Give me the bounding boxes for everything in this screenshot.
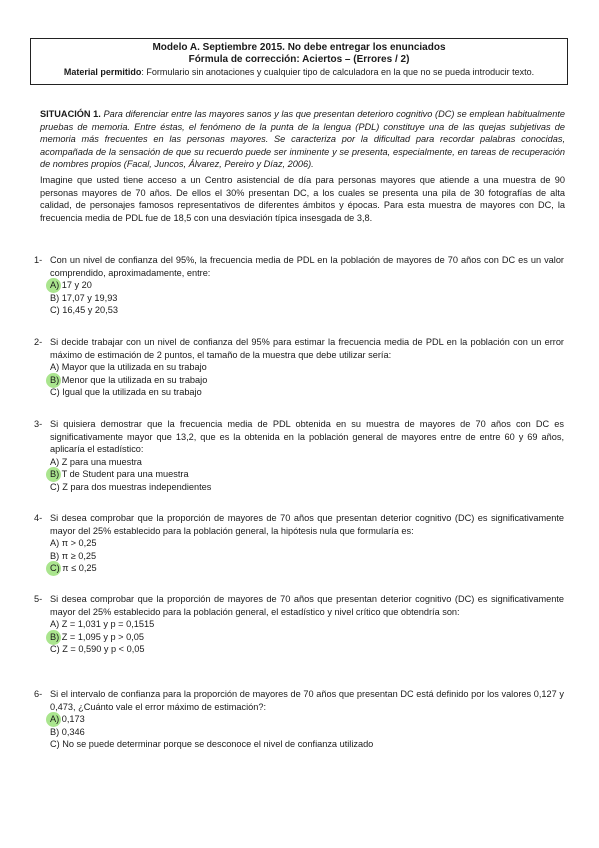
- option-b[interactable]: B) π ≥ 0,25: [50, 550, 97, 561]
- option-a[interactable]: A) π > 0,25: [50, 538, 97, 549]
- question-number: 4-: [34, 513, 43, 523]
- option-b[interactable]: B) T de Student para una muestra: [50, 468, 564, 481]
- option-c[interactable]: C) 16,45 y 20,53: [50, 305, 118, 316]
- option-b[interactable]: B) Z = 1,095 y p > 0,05: [50, 631, 564, 644]
- allowed-material-label: Material permitido: [63, 67, 142, 77]
- question-number: 6-: [34, 689, 43, 699]
- question-stem: Con un nivel de confianza del 95%, la frecuencia media de PDL en la población de mayores de 70 años con DC es un valor comprendido, aproximadamente, entre:: [50, 255, 564, 278]
- question-stem: Si el intervalo de confianza para la proporción de mayores de 70 años que presentan DC está definido por los valores 0,127 y 0,473, ¿Cuánto vale el error máximo de estimación?:: [50, 689, 564, 712]
- situation-text: Para diferenciar entre las mayores sanos y las que presentan deterioro cognitivo (DC) se emplean habitualmente pruebas de memoria. Entre éstas, el fenómeno de la punta de la lengua (PDL) constituye una de las quejas subjetivas de memoria más frecuentes en las personas mayores. Se caracteriza por la dificultad para recordar palabras conocidas, acompañada de la sensación de que su recuerdo puede ser inminente y se presenta, especialmente, en tareas de recuperación de nombres propios (Facal, Juncos, Álvarez, Pereiro y Díaz, 2006).: [40, 109, 565, 170]
- question-stem: Si desea comprobar que la proporción de mayores de 70 años que presentan deterior cognitivo (DC) es significativamente mayor del 25% establecido para la población general, la hipótesis nula que formularía es:: [50, 513, 564, 536]
- situation-title: SITUACIÓN 1.: [40, 109, 101, 119]
- option-b[interactable]: B) Menor que la utilizada en su trabajo: [50, 374, 564, 387]
- option-a[interactable]: A) 0,173: [50, 713, 564, 726]
- option-a[interactable]: A) Mayor que la utilizada en su trabajo: [50, 362, 207, 373]
- question-stem: Si quisiera demostrar que la frecuencia media de PDL obtenida en su muestra de mayores de 70 años con DC es significativamente mayor que 13,2, que es la obtenida en la población general de mayores entre de entre 60 y 69 años, aplicaría el estadístico:: [50, 419, 564, 455]
- question-4: [34, 512, 564, 575]
- allowed-material-text: : Formulario sin anotaciones y cualquier tipo de calculadora en la que no se pueda introducir texto.: [141, 67, 535, 77]
- intro-paragraph: Imagine que usted tiene acceso a un Centro asistencial de día para personas mayores que atiende a una muestra de 90 personas mayores de 70 años. De ellos el 30% presentan DC, a los cuales se presenta una pila de 30 fotografías de alta calidad, de personajes famosos representativos de diferentes ámbitos y épocas. Para esta muestra de mayores con DC, la frecuencia media de PDL fue de 18,5 con una desviación típica insesgada de 3,8.: [40, 175, 565, 223]
- option-a[interactable]: A) 17 y 20: [50, 279, 564, 292]
- question-6: [34, 688, 564, 751]
- question-stem: Si desea comprobar que la proporción de mayores de 70 años que presentan deterior cognitivo (DC) es significativamente mayor del 25% establecido para la población general, el estadístico y nivel crítico que obtendría son:: [50, 594, 564, 617]
- question-2: [34, 336, 564, 399]
- question-number: 1-: [34, 255, 43, 265]
- option-b[interactable]: B) 0,346: [50, 726, 85, 737]
- option-b[interactable]: B) 17,07 y 19,93: [50, 292, 118, 303]
- question-number: 2-: [34, 337, 43, 347]
- situation-paragraph: [40, 108, 565, 171]
- option-c[interactable]: C) Z = 0,590 y p < 0,05: [50, 644, 145, 655]
- scoring-formula: Fórmula de corrección: Aciertos – (Errores / 2): [188, 54, 410, 65]
- option-c[interactable]: C) No se puede determinar porque se desconoce el nivel de confianza utilizado: [50, 739, 374, 750]
- allowed-material: [31, 66, 567, 78]
- exam-header: [30, 38, 568, 85]
- question-stem: Si decide trabajar con un nivel de confianza del 95% para estimar la frecuencia media de PDL en la población con un error máximo de estimación de 2 puntos, el tamaño de la muestra que debe utilizar sería:: [50, 337, 564, 360]
- question-5: [34, 593, 564, 656]
- question-3: [34, 418, 564, 494]
- option-c[interactable]: C) Z para dos muestras independientes: [50, 481, 212, 492]
- question-number: 3-: [34, 419, 43, 429]
- question-number: 5-: [34, 594, 43, 604]
- question-1: [34, 254, 564, 317]
- exam-title: Modelo A. Septiembre 2015. No debe entregar los enunciados: [152, 42, 446, 53]
- option-a[interactable]: A) Z para una muestra: [50, 456, 142, 467]
- option-c[interactable]: C) π ≤ 0,25: [50, 562, 564, 575]
- option-c[interactable]: C) Igual que la utilizada en su trabajo: [50, 387, 202, 398]
- option-a[interactable]: A) Z = 1,031 y p = 0,1515: [50, 619, 155, 630]
